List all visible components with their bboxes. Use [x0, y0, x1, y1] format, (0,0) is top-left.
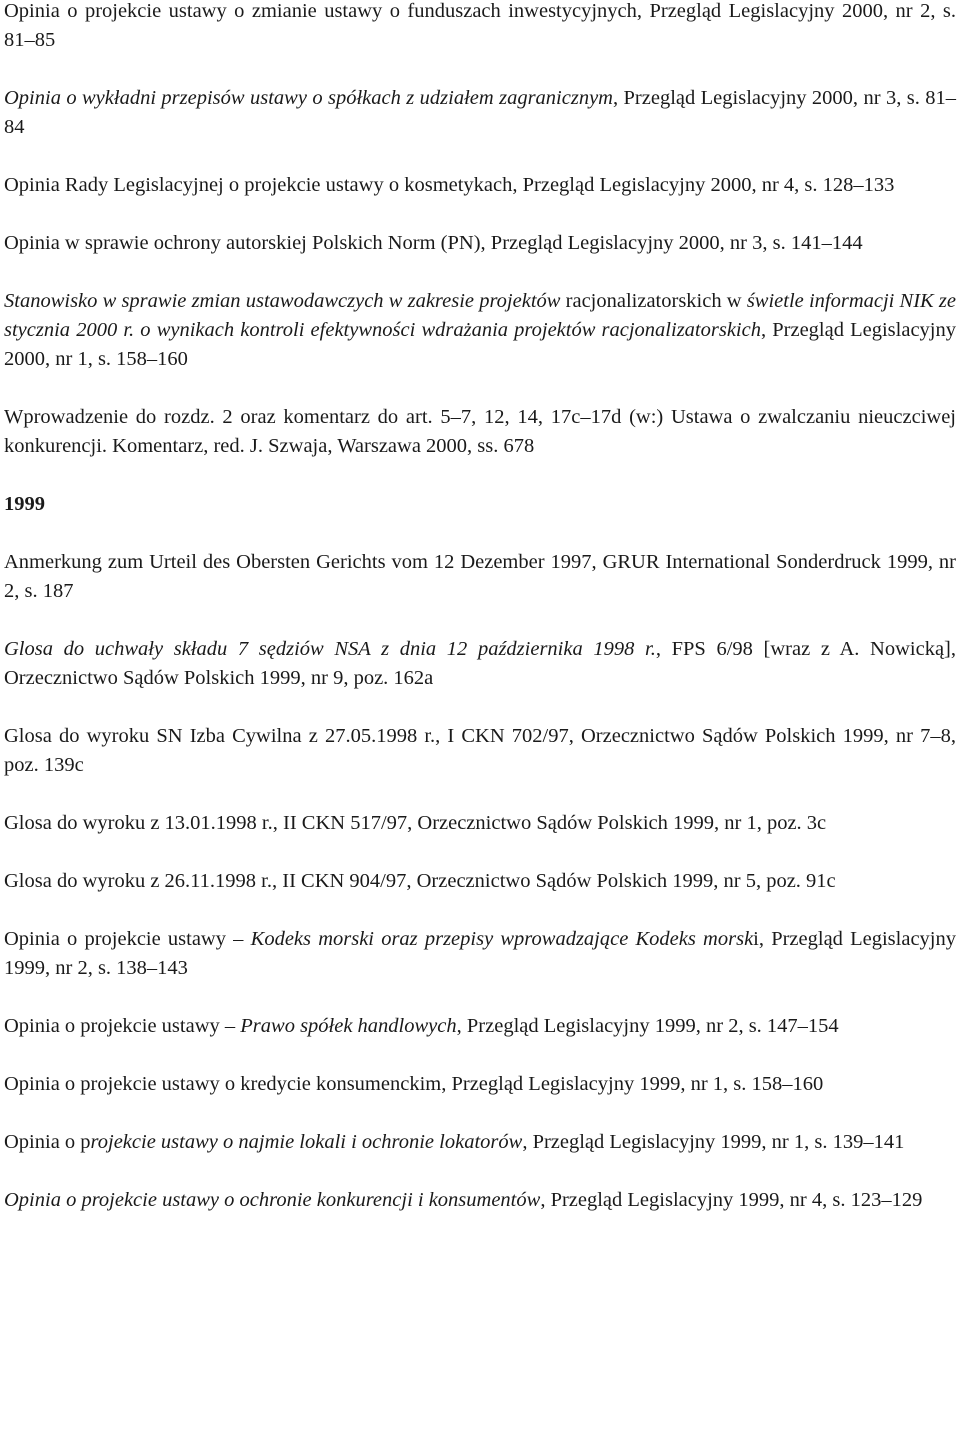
bibliography-entry — [4, 403, 956, 461]
entry-text: i, Przegląd Legislacyjny 1999, nr 2, s. 138–143 — [4, 928, 956, 979]
bibliography-entry — [4, 722, 956, 780]
bibliography-entry — [4, 84, 956, 142]
entry-text: Opinia o projekcie ustawy – — [4, 928, 251, 950]
entry-title-italic: Kodeks morski oraz przepisy wprowadzające Kodeks morsk — [250, 928, 754, 950]
bibliography-entry — [4, 229, 956, 258]
entry-text: , Przegląd Legislacyjny 1999, nr 2, s. 147–154 — [456, 1015, 839, 1037]
entry-text: Glosa do wyroku SN Izba Cywilna z 27.05.1998 r., I CKN 702/97, Orzecznictwo Sądów Polskich 1999, nr 7–8, poz. 139c — [4, 725, 956, 776]
bibliography-entry — [4, 925, 956, 983]
bibliography-entry — [4, 171, 956, 200]
entry-text: , FPS 6/98 [wraz z A. Nowicką], Orzecznictwo Sądów Polskich 1999, nr 9, poz. 162a — [4, 638, 956, 689]
bibliography-entry — [4, 1128, 956, 1157]
entry-title-italic: Opinia o wykładni przepisów ustawy o spółkach z udziałem zagranicznym — [4, 87, 613, 109]
entry-text: , Przegląd Legislacyjny 1999, nr 4, s. 123–129 — [540, 1189, 923, 1211]
bibliography-entry — [4, 287, 956, 374]
entry-title-italic: Prawo spółek handlowych — [240, 1015, 457, 1037]
entry-text: Opinia w sprawie ochrony autorskiej Polskich Norm (PN), Przegląd Legislacyjny 2000, nr 3, s. 141–144 — [4, 232, 863, 254]
bibliography-entry — [4, 0, 956, 55]
entry-text: , Przegląd Legislacyjny 1999, nr 1, s. 139–141 — [522, 1131, 905, 1153]
entry-title-italic: świetle informacji NIK ze stycznia 2000 r. o wynikach kontroli efektywności wdrażania projektów racjonalizatorskich — [4, 290, 956, 341]
bibliography-entry — [4, 1012, 956, 1041]
entries-1999-list — [4, 548, 956, 1215]
entry-title-italic: Stanowisko w sprawie zmian ustawodawczych w zakresie projektów — [4, 290, 561, 312]
entry-text: Glosa do wyroku z 13.01.1998 r., II CKN 517/97, Orzecznictwo Sądów Polskich 1999, nr 1, poz. 3c — [4, 812, 827, 834]
bibliography-entry — [4, 867, 956, 896]
bibliography-entry — [4, 1186, 956, 1215]
bibliography-entry — [4, 809, 956, 838]
bibliography-page — [4, 0, 956, 1244]
entry-text: Opinia Rady Legislacyjnej o projekcie ustawy o kosmetykach, Przegląd Legislacyjny 2000, nr 4, s. 128–133 — [4, 174, 895, 196]
entry-text: , Przegląd Legislacyjny 2000, nr 3, s. 81–84 — [4, 87, 956, 138]
entry-text: Opinia o projekcie ustawy o zmianie ustawy o funduszach inwestycyjnych, Przegląd Legislacyjny 2000, nr 2, s. 81–85 — [4, 0, 956, 51]
bibliography-entry — [4, 635, 956, 693]
entry-title-italic: Opinia o projekcie ustawy o ochronie konkurencji i konsumentów — [4, 1189, 541, 1211]
entry-text: Opinia o projekcie ustawy o kredycie konsumenckim, Przegląd Legislacyjny 1999, nr 1, s. 158–160 — [4, 1073, 824, 1095]
entries-2000-list — [4, 0, 956, 461]
bibliography-entry — [4, 548, 956, 606]
entry-text: Opinia o p — [4, 1131, 91, 1153]
entry-text: , Przegląd Legislacyjny 2000, nr 1, s. 158–160 — [4, 319, 956, 370]
entry-title-italic: rojekcie ustawy o najmie lokali i ochronie lokatorów — [90, 1131, 523, 1153]
entry-text: Wprowadzenie do rozdz. 2 oraz komentarz do art. 5–7, 12, 14, 17c–17d (w:) Ustawa o zwalczaniu nieuczciwej konkurencji. Komentarz, red. J. Szwaja, Warszawa 2000, ss. 678 — [4, 406, 956, 457]
entry-text: racjonalizatorskich w — [560, 290, 747, 312]
entry-text: Opinia o projekcie ustawy – — [4, 1015, 241, 1037]
entry-title-italic: Glosa do uchwały składu 7 sędziów NSA z dnia 12 października 1998 r. — [4, 638, 656, 660]
year-heading-1999: 1999 — [4, 493, 45, 515]
bibliography-entry — [4, 1070, 956, 1099]
entry-text: Anmerkung zum Urteil des Obersten Gerichts vom 12 Dezember 1997, GRUR International Sonderdruck 1999, nr 2, s. 187 — [4, 551, 956, 602]
entry-text: Glosa do wyroku z 26.11.1998 r., II CKN 904/97, Orzecznictwo Sądów Polskich 1999, nr 5, poz. 91c — [4, 870, 836, 892]
